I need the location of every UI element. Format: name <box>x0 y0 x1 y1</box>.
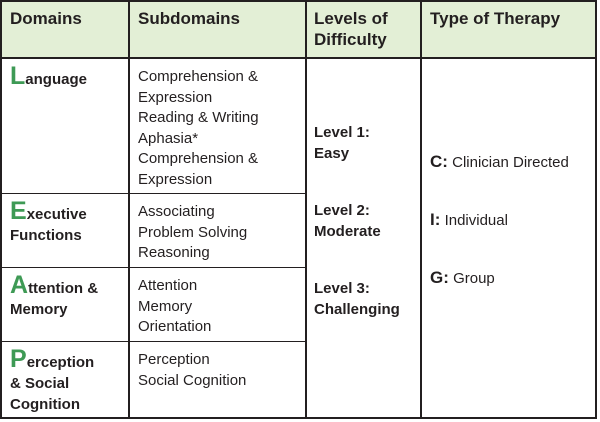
therapy-code: I: <box>430 210 441 229</box>
domain-initial: L <box>10 62 26 90</box>
therapy-label: Individual <box>444 212 508 229</box>
header-domains: Domains <box>10 9 82 28</box>
domain-label: erception <box>26 354 95 371</box>
level-1: Level 1: Easy <box>314 124 370 162</box>
subdomains-perception: Perception Social Cognition <box>138 351 247 389</box>
domain-initial: P <box>10 345 27 373</box>
therapy-code: G: <box>430 268 449 287</box>
row-divider-2 <box>0 267 307 268</box>
domain-perception-social <box>10 345 95 415</box>
therapy-label: Group <box>453 270 495 287</box>
row-divider-3 <box>0 341 307 342</box>
domain-label-line2: Memory <box>10 301 68 318</box>
border-left <box>0 0 2 419</box>
therapy-group <box>430 268 495 289</box>
header-divider <box>0 57 597 59</box>
domain-attention-memory <box>10 271 99 320</box>
domain-label: xecutive <box>26 206 87 223</box>
therapy-individual <box>430 210 508 231</box>
level-3: Level 3: Challenging <box>314 280 400 318</box>
level-2: Level 2: Moderate <box>314 202 381 240</box>
domain-label-line2: Functions <box>10 227 82 244</box>
domain-label: ttention & <box>28 280 99 297</box>
subdomains-executive: Associating Problem Solving Reasoning <box>138 203 248 262</box>
subdomains-language: Comprehension & Expression Reading & Writing Aphasia* Comprehension & Expression <box>138 68 259 188</box>
border-right <box>595 0 597 419</box>
domain-label-line2: & Social Cognition <box>10 375 80 413</box>
domain-initial: A <box>10 271 29 299</box>
border-bottom <box>0 417 597 419</box>
domain-initial: E <box>10 197 27 225</box>
subdomains-attention: Attention Memory Orientation <box>138 277 212 336</box>
header-levels: Levels of Difficulty <box>314 9 388 49</box>
therapy-clinician <box>430 152 569 173</box>
border-top <box>0 0 597 2</box>
col-divider-1 <box>128 0 130 419</box>
domain-label: anguage <box>25 71 87 88</box>
therapy-code: C: <box>430 152 448 171</box>
col-divider-3 <box>420 0 422 419</box>
domain-language <box>10 62 87 90</box>
domain-executive-functions <box>10 197 87 246</box>
header-therapy-type: Type of Therapy <box>430 9 561 28</box>
therapy-label: Clinician Directed <box>452 154 569 171</box>
header-subdomains: Subdomains <box>138 9 241 28</box>
row-divider-1 <box>0 193 307 194</box>
col-divider-2 <box>305 0 307 419</box>
